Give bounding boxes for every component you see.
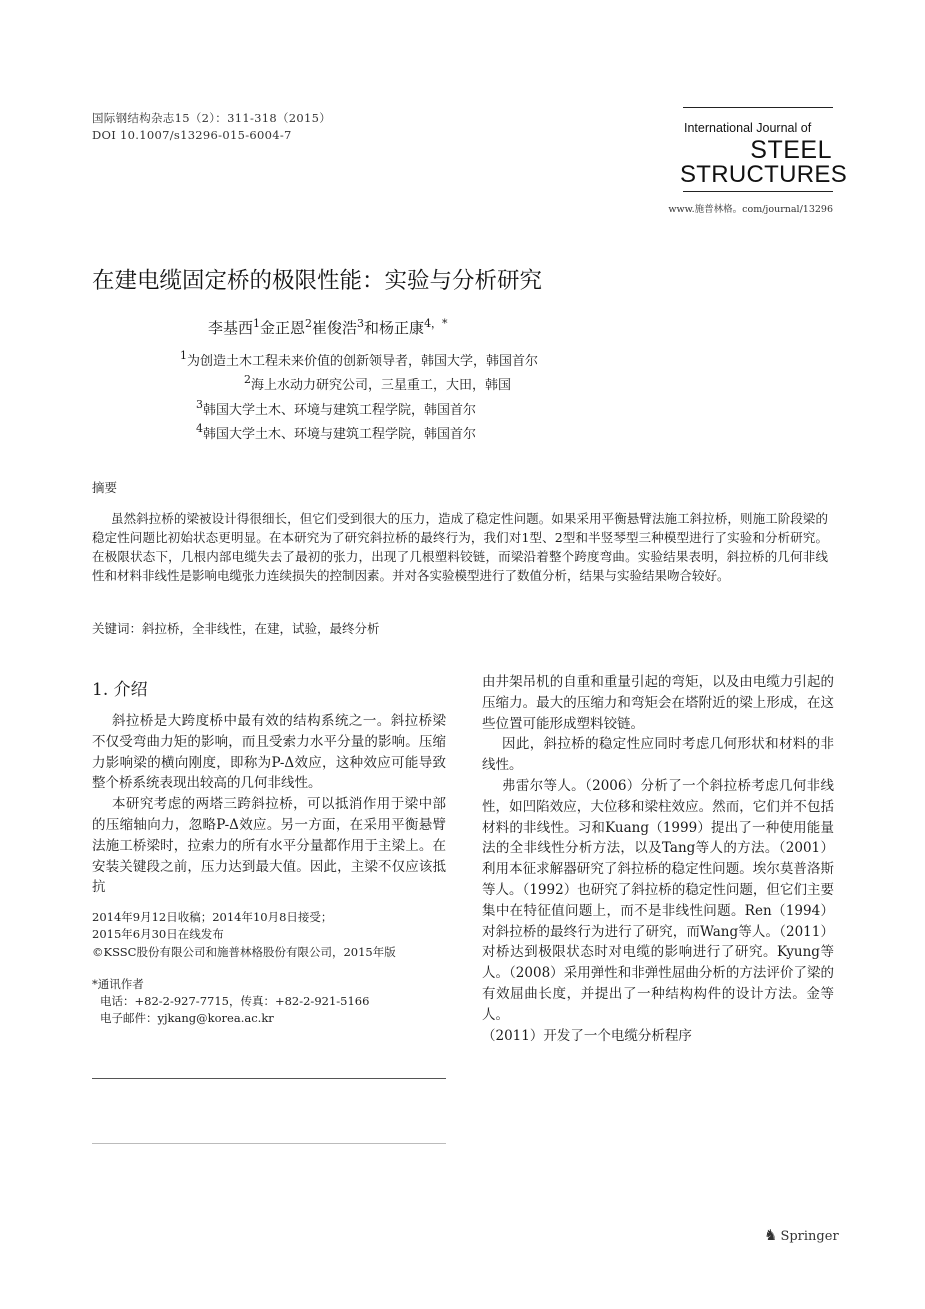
- affiliation: [180, 349, 538, 369]
- affiliation-text: 韩国大学土木、环境与建筑工程学院，韩国首尔: [203, 427, 477, 442]
- doi[interactable]: DOI 10.1007/s13296-015-6004-7: [92, 128, 292, 142]
- affiliation: [196, 398, 476, 418]
- paragraph: （2011）开发了一个电缆分析程序: [482, 1027, 692, 1044]
- author-list: [208, 315, 448, 338]
- citation: 国际钢结构杂志15（2）：311-318（2015）: [92, 111, 332, 125]
- contact-phone: 电话：+82-2-927-7715，传真：+82-2-921-5166: [100, 994, 370, 1008]
- paragraph: 本研究考虑的两塔三跨斜拉桥，可以抵消作用于梁中部的压缩轴向力，忽略P-Δ效应。另一方面，在采用平衡悬臂法施工桥梁时，拉索力的所有水平分量都作用于主梁上。在安装关键段之前，压力达到最大值。因此，主梁不仅应该抵抗: [92, 796, 446, 896]
- footnote-divider-light: [92, 1143, 446, 1144]
- left-column: [92, 711, 446, 898]
- affiliation-text: 韩国大学土木、环境与建筑工程学院，韩国首尔: [203, 403, 477, 418]
- journal-logo-line1: International Journal of: [684, 121, 812, 135]
- journal-url[interactable]: www.施普林格。com/journal/13296: [668, 204, 833, 215]
- footnote-divider: [92, 1078, 446, 1079]
- author-name: 金正恩: [260, 319, 306, 337]
- article-title: 在建电缆固定桥的极限性能：实验与分析研究: [92, 268, 543, 294]
- footnote-online: 2015年6月30日在线发布: [92, 927, 224, 941]
- affiliation-text: 为创造土木工程未来价值的创新领导者，韩国大学，韩国首尔: [187, 354, 539, 369]
- abstract-text: 虽然斜拉桥的梁被设计得很细长，但它们受到很大的压力，造成了稳定性问题。如果采用平衡悬臂法施工斜拉桥，则施工阶段梁的稳定性问题比初始状态更明显。在本研究为了研究斜拉桥的最终行为，我们对1型、2型和半竖琴型三种模型进行了实验和分析研究。在极限状态下，几根内部电缆失去了最初的张力，出现了几根塑料铰链，而梁沿着整个跨度弯曲。实验结果表明，斜拉桥的几何非线性和材料非线性是影响电缆张力连续损失的控制因素。并对各实验模型进行了数值分析，结果与实验结果吻合较好。: [92, 511, 828, 583]
- publisher-name: Springer: [780, 1229, 839, 1244]
- author-name: 崔俊浩: [312, 319, 358, 337]
- publisher-logo: [764, 1226, 839, 1244]
- footnote-copyright: ©KSSC股份有限公司和施普林格股份有限公司，2015年版: [92, 945, 396, 959]
- author-sup: 1: [253, 317, 261, 330]
- logo-rule-top: [683, 107, 833, 108]
- affiliation-sup: 1: [180, 349, 187, 362]
- author-sup: 4，*: [424, 317, 448, 330]
- paragraph: 由井架吊机的自重和重量引起的弯矩，以及由电缆力引起的压缩力。最大的压缩力和弯矩会在塔附近的梁上形成，在这些位置可能形成塑料铰链。: [482, 674, 834, 732]
- author-sup: 3: [357, 317, 365, 330]
- logo-rule-bottom: [683, 191, 833, 192]
- right-column: [482, 672, 834, 1046]
- journal-logo-line2: STEEL: [750, 136, 832, 164]
- paragraph: 弗雷尔等人。（2006）分析了一个斜拉桥考虑几何非线性，如凹陷效应，大位移和梁柱效应。然而，它们并不包括材料的非线性。习和Kuang（1999）提出了一种使用能量法的全非线性分析方法，以及Tang等人的方法。（2001）利用本征求解器研究了斜拉桥的稳定性问题。埃尔莫普洛斯等人。（1992）也研究了斜拉桥的稳定性问题，但它们主要集中在特征值问题上，而不是非线性问题。Ren（1994）对斜拉桥的最终行为进行了研究，而Wang等人。（2011）对桥达到极限状态时对电缆的影响进行了研究。Kyung等人。（2008）采用弹性和非弹性屈曲分析的方法评价了梁的有效屈曲长度，并提出了一种结构构件的设计方法。金等人。: [482, 777, 834, 1023]
- paragraph: 因此，斜拉桥的稳定性应同时考虑几何形状和材料的非线性。: [482, 736, 834, 774]
- journal-logo-line3: STRUCTURES: [680, 161, 848, 188]
- corresponding-label: *通讯作者: [92, 977, 144, 991]
- abstract-heading: 摘要: [92, 480, 118, 495]
- contact-email[interactable]: 电子邮件：yjkang@korea.ac.kr: [100, 1011, 274, 1025]
- affiliation-sup: 2: [244, 373, 251, 386]
- affiliation: [196, 422, 476, 442]
- affiliation-sup: 4: [196, 422, 203, 435]
- affiliation-sup: 3: [196, 398, 203, 411]
- author-name: 和杨正康: [364, 319, 425, 337]
- affiliation: [244, 373, 511, 393]
- author-name: 李基西: [208, 319, 254, 337]
- paragraph: 斜拉桥是大跨度桥中最有效的结构系统之一。斜拉桥梁不仅受弯曲力矩的影响，而且受索力水平分量的影响。压缩力影响梁的横向刚度，即称为P-Δ效应，这种效应可能导致整个桥系统表现出较高的几何非线性。: [92, 713, 446, 792]
- footnote-received: 2014年9月12日收稿；2014年10月8日接受；: [92, 910, 333, 924]
- keywords: 关键词：斜拉桥，全非线性，在建，试验，最终分析: [92, 621, 380, 636]
- affiliation-text: 海上水动力研究公司，三星重工，大田，韩国: [251, 378, 512, 393]
- author-sup: 2: [305, 317, 313, 330]
- section-heading: 1. 介绍: [92, 680, 148, 700]
- springer-horse-icon: ♞: [764, 1226, 778, 1244]
